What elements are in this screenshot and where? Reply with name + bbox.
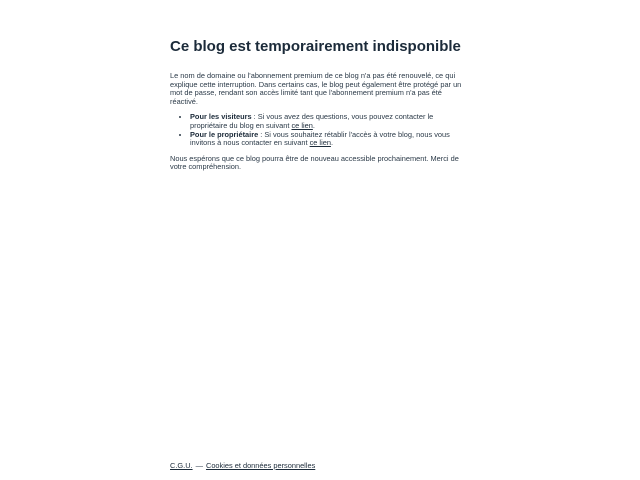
page-title: Ce blog est temporairement indisponible xyxy=(170,38,461,55)
visitors-text-end: . xyxy=(312,120,315,130)
main-content xyxy=(170,38,470,179)
outro-paragraph: Nous espérons que ce blog pourra être de nouveau accessible prochainement. Merci de votre compréhension. xyxy=(170,153,459,172)
cgu-link[interactable]: C.G.U. xyxy=(170,461,193,470)
cookies-link[interactable]: Cookies et données personnelles xyxy=(205,461,316,470)
visitors-contact-link[interactable]: ce lien xyxy=(291,120,313,130)
visitors-text: : Si vous avez des questions, vous pouvez contacter le propriétaire du blog en suivant xyxy=(190,112,434,130)
intro-paragraph: Le nom de domaine ou l'abonnement premium de ce blog n'a pas été renouvelé, ce qui explique cette interruption. Dans certains cas, le blog peut également être protégé par un mot de passe, rendant son accès limité tant que l'abonnement premium n'a pas été réactivé. xyxy=(170,71,462,106)
owner-text-end: . xyxy=(330,138,333,148)
visitors-label: Pour les visiteurs xyxy=(190,112,252,122)
owner-contact-link[interactable]: ce lien xyxy=(309,138,331,148)
owner-label: Pour le propriétaire xyxy=(190,129,259,139)
footer-separator: — xyxy=(195,461,203,470)
list-item-owner xyxy=(190,131,470,148)
list-item-visitors xyxy=(190,113,470,130)
footer xyxy=(170,461,315,470)
owner-text: : Si vous souhaitez rétablir l'accès à votre blog, nous vous invitons à nous contacter en suivant xyxy=(190,129,450,148)
info-list xyxy=(170,113,470,147)
